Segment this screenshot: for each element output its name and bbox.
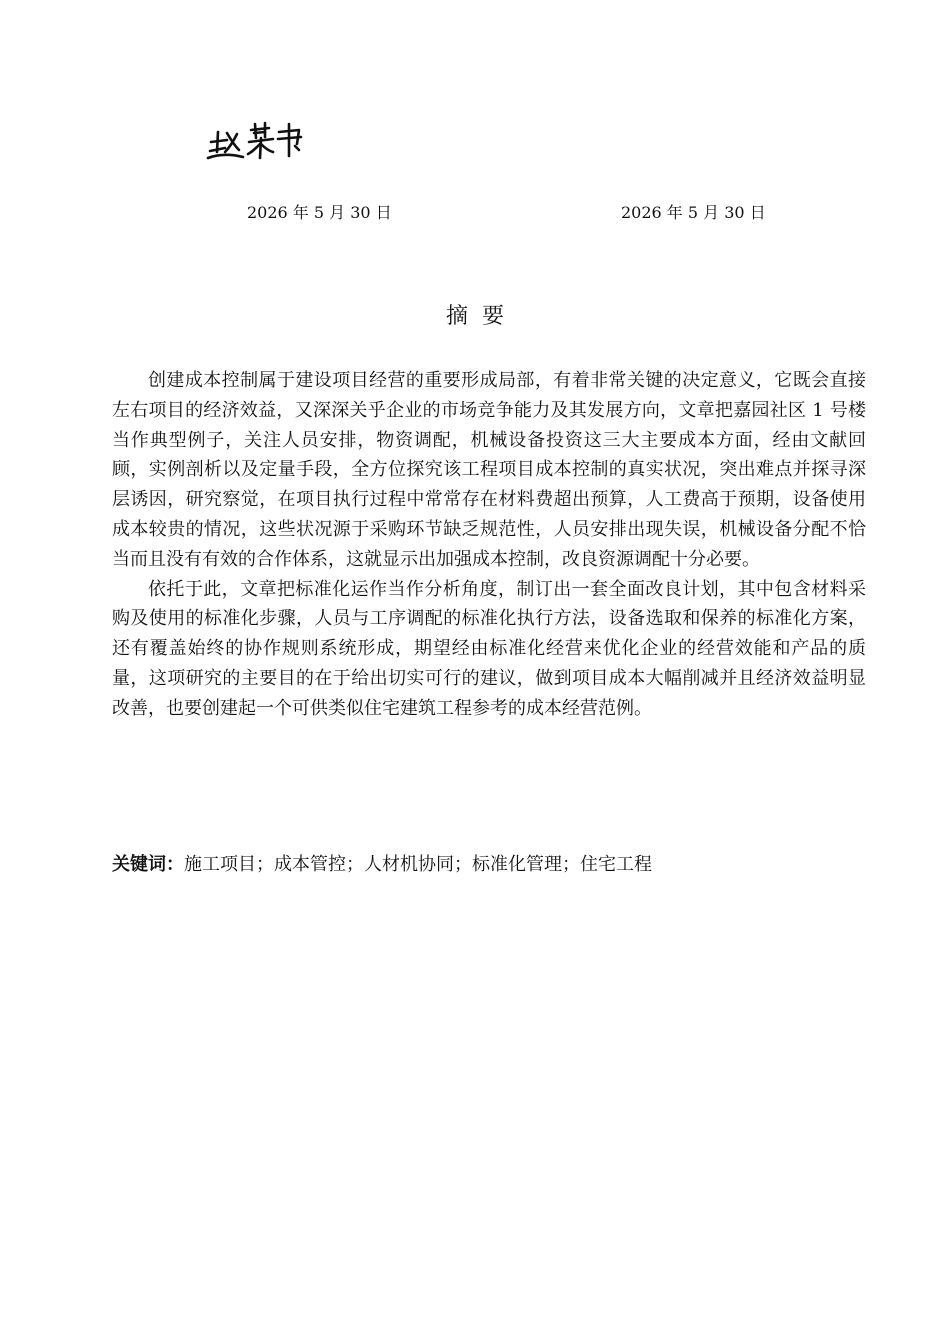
abstract-title: 摘要: [445, 304, 518, 329]
date-right: 2026 年 5 月 30 日: [621, 203, 766, 222]
date-left: 2026 年 5 月 30 日: [247, 203, 392, 222]
abstract-paragraph-2: 依托于此，文章把标准化运作当作分析角度，制订出一套全面改良计划，其中包含材料采购及使用的标准化步骤，人员与工序调配的标准化执行方法，设备选取和保养的标准化方案，还有覆盖始终的协作规则系统形成，期望经由标准化经营来优化企业的经营效能和产品的质量，这项研究的主要目的在于给出切实可行的建议，做到项目成本大幅削减并且经济效益明显改善，也要创建起一个可供类似住宅建筑工程参考的成本经营范例。: [112, 578, 866, 719]
keywords-line: [112, 851, 866, 879]
abstract-body: [112, 366, 866, 724]
signature-image: [205, 118, 305, 166]
keywords-label: 关键词：: [112, 854, 184, 875]
abstract-paragraph-1: 创建成本控制属于建设项目经营的重要形成局部，有着非常关键的决定意义，它既会直接左右项目的经济效益，又深深关乎企业的市场竞争能力及其发展方向，文章把嘉园社区 1 号楼当作典型例子，关注人员安排，物资调配，机械设备投资这三大主要成本方面，经由文献回顾，实例剖析以及定量手段，全方位探究该工程项目成本控制的真实状况，突出难点并探寻深层诱因，研究察觉，在项目执行过程中常常存在材料费超出预算，人工费高于预期，设备使用成本较贵的情况，这些状况源于采购环节缺乏规范性，人员安排出现失误，机械设备分配不恰当而且没有有效的合作体系，这就显示出加强成本控制，改良资源调配十分必要。: [112, 370, 866, 570]
keywords-text: 施工项目；成本管控；人材机协同；标准化管理；住宅工程: [184, 854, 652, 875]
